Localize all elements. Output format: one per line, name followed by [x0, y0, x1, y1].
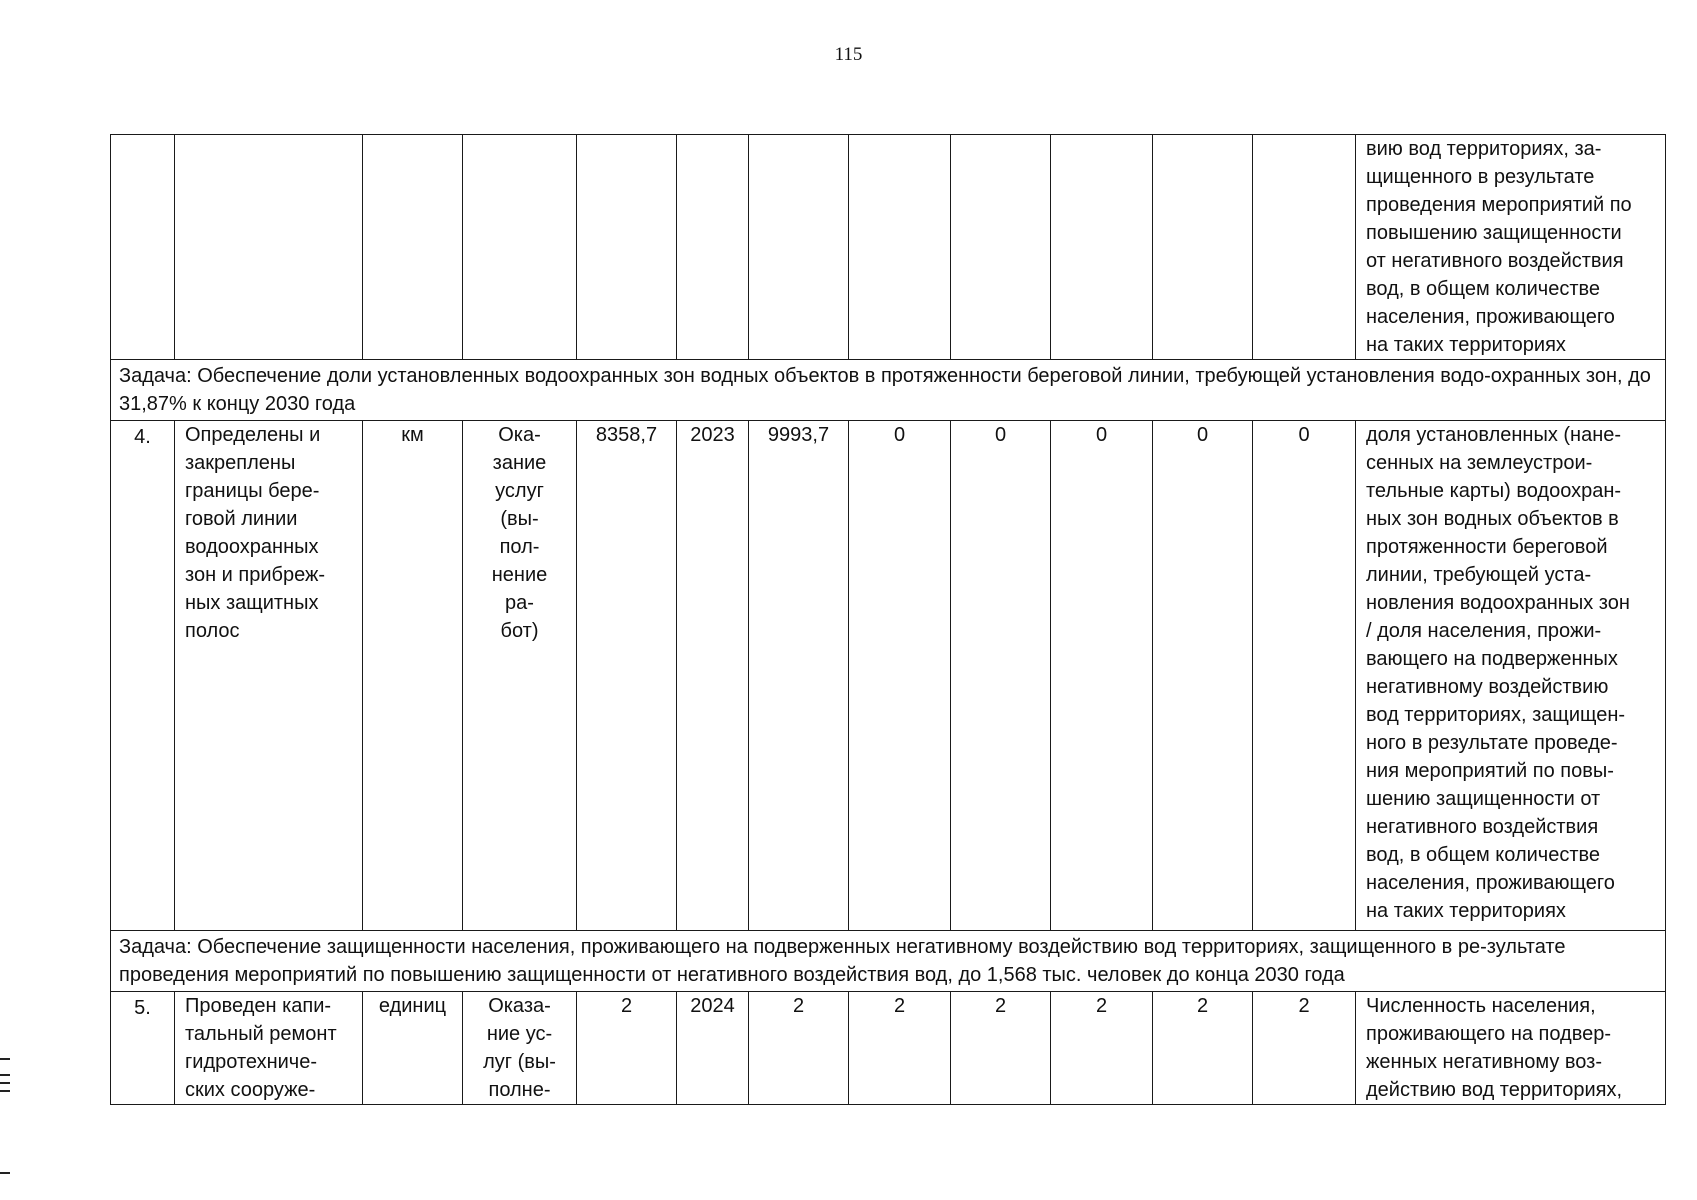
cell-value-3: 0 — [951, 421, 1051, 931]
cell-base-year — [677, 135, 749, 360]
cell-value-5: 2 — [1153, 992, 1253, 1105]
cell-value-4: 0 — [1051, 421, 1153, 931]
scan-margin-mark — [0, 1058, 10, 1060]
cell-base-year: 2024 — [677, 992, 749, 1105]
task-row — [111, 360, 1666, 421]
task-heading-population-protection: Задача: Обеспечение защищенности населения, проживающего на подверженных негативному воздействию вод территориях, защищенного в ре-зультате проведения мероприятий по повышению защищенности от негативного воздействия вод, до 1,568 тыс. человек до конца 2030 года — [111, 931, 1666, 992]
cell-value-2 — [849, 135, 951, 360]
cell-value-1: 9993,7 — [749, 421, 849, 931]
cell-base-year: 2023 — [677, 421, 749, 931]
cell-value-1: 2 — [749, 992, 849, 1105]
cell-value-5 — [1153, 135, 1253, 360]
cell-base-value — [577, 135, 677, 360]
scan-margin-mark — [0, 1090, 10, 1092]
table-row-continuation — [111, 135, 1666, 360]
cell-type: Ока- зание услуг (вы- пол- нение ра- бот) — [463, 421, 577, 931]
cell-indicator: Численность населения, проживающего на подвер- женных негативному воз- действию вод территориях, — [1356, 992, 1666, 1105]
cell-value-3 — [951, 135, 1051, 360]
cell-num: 4. — [111, 421, 175, 931]
cell-value-1 — [749, 135, 849, 360]
cell-unit: км — [363, 421, 463, 931]
cell-indicator: вию вод территориях, за- щищенного в результате проведения мероприятий по повышению защищенности от негативного воздействия вод, в общем количестве населения, проживающего на таких территориях — [1356, 135, 1666, 360]
cell-type: Оказа- ние ус- луг (вы- полне- — [463, 992, 577, 1105]
scan-margin-mark — [0, 1074, 10, 1076]
cell-base-value: 8358,7 — [577, 421, 677, 931]
scan-margin-mark — [0, 1082, 10, 1084]
cell-name: Проведен капи- тальный ремонт гидротехниче- ских сооруже- — [175, 992, 363, 1105]
cell-type — [463, 135, 577, 360]
scan-margin-mark — [0, 1172, 10, 1174]
table-row — [111, 421, 1666, 931]
task-heading-water-protection-zones: Задача: Обеспечение доли установленных водоохранных зон водных объектов в протяженности береговой линии, требующей установления водо-охранных зон, до 31,87% к концу 2030 года — [111, 360, 1666, 421]
cell-unit: единиц — [363, 992, 463, 1105]
cell-value-6: 0 — [1253, 421, 1356, 931]
cell-indicator: доля установленных (нане- сенных на землеустрои- тельные карты) водоохран- ных зон водных объектов в протяженности береговой линии, требующей уста- новления водоохранных зон / доля населения, прожи- вающего на подверженных негативному воздействию вод территориях, защищен- ного в результате проведе- ния мероприятий по повы- шению защищенности от негативного воздействия вод, в общем количестве населения, проживающего на таких территориях — [1356, 421, 1666, 931]
cell-value-2: 2 — [849, 992, 951, 1105]
cell-value-4: 2 — [1051, 992, 1153, 1105]
cell-value-3: 2 — [951, 992, 1051, 1105]
cell-base-value: 2 — [577, 992, 677, 1105]
cell-value-6 — [1253, 135, 1356, 360]
page-number: 115 — [834, 44, 863, 65]
cell-unit — [363, 135, 463, 360]
task-row — [111, 931, 1666, 992]
cell-value-5: 0 — [1153, 421, 1253, 931]
cell-name — [175, 135, 363, 360]
cell-num: 5. — [111, 992, 175, 1105]
cell-num — [111, 135, 175, 360]
measures-table — [110, 134, 1666, 1105]
cell-value-2: 0 — [849, 421, 951, 931]
cell-name: Определены и закреплены границы бере- говой линии водоохранных зон и прибреж- ных защитных полос — [175, 421, 363, 931]
cell-value-4 — [1051, 135, 1153, 360]
table-row — [111, 992, 1666, 1105]
cell-value-6: 2 — [1253, 992, 1356, 1105]
